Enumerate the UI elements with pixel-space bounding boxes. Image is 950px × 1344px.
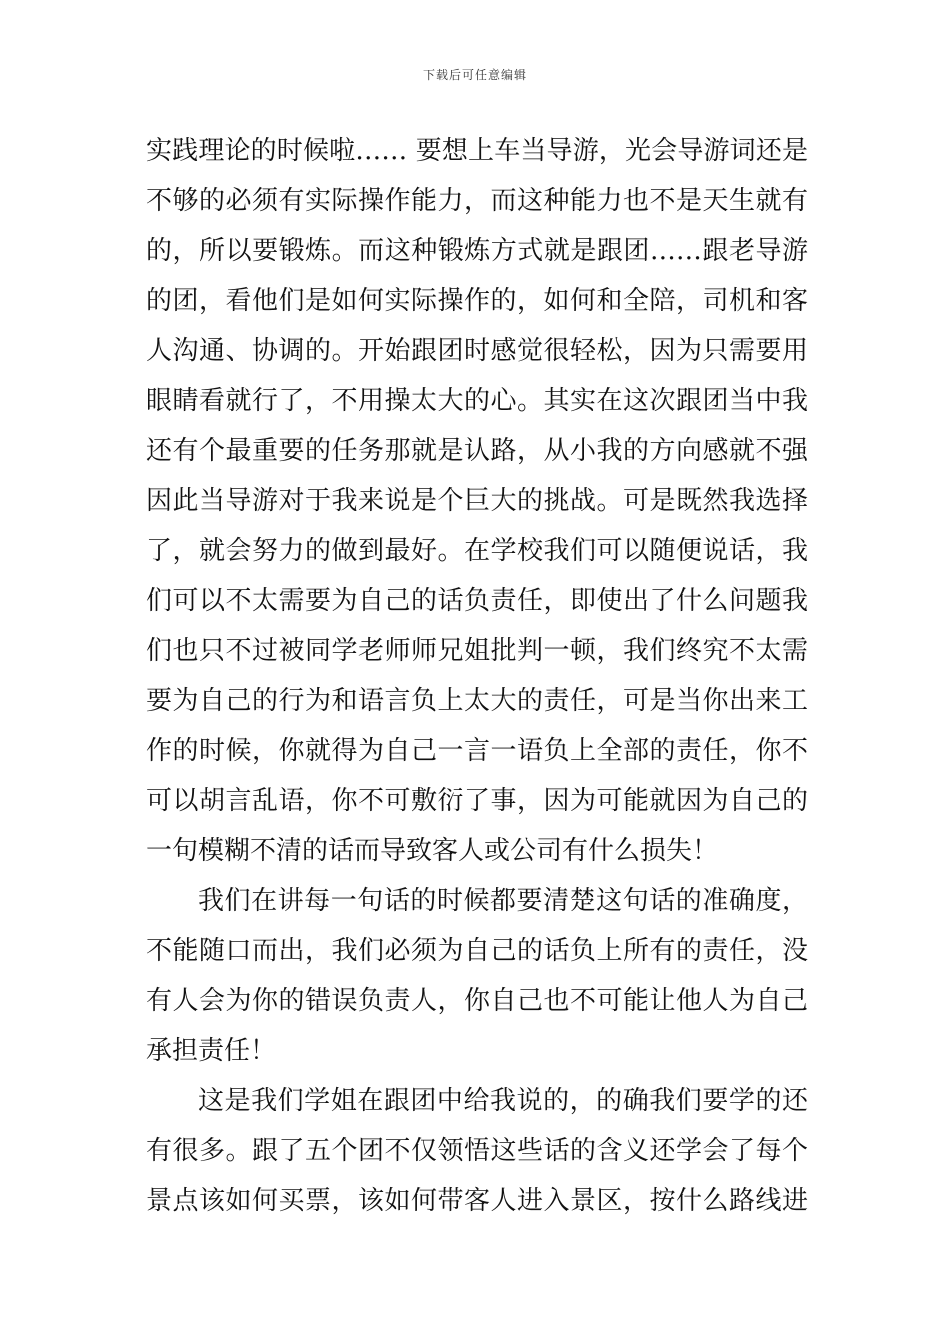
text-line: 要为自己的行为和语言负上太大的责任，可是当你出来工 (146, 686, 808, 716)
text-line: 人沟通、协调的。开始跟团时感觉很轻松，因为只需要用 (146, 336, 808, 366)
paragraph (146, 1076, 808, 1226)
text-line: 一句模糊不清的话而导致客人或公司有什么损失！ (146, 836, 719, 866)
text-line: 我们在讲每一句话的时候都要清楚这句话的准确度， (198, 886, 808, 916)
text-line: 们可以不太需要为自己的话负责任，即使出了什么问题我 (146, 586, 808, 616)
text-line: 这是我们学姐在跟团中给我说的，的确我们要学的还 (198, 1086, 808, 1116)
document-body (146, 126, 808, 1226)
paragraph (146, 876, 808, 1076)
text-line: 景点该如何买票，该如何带客人进入景区，按什么路线进 (146, 1186, 808, 1216)
text-line: 不能随口而出，我们必须为自己的话负上所有的责任，没 (146, 936, 808, 966)
text-line: 作的时候，你就得为自己一言一语负上全部的责任，你不 (146, 736, 808, 766)
text-line: 们也只不过被同学老师师兄姐批判一顿，我们终究不太需 (146, 636, 808, 666)
text-line: 可以胡言乱语，你不可敷衍了事，因为可能就因为自己的 (146, 786, 808, 816)
header-note: 下载后可任意编辑 (422, 68, 527, 82)
text-line: 眼睛看就行了，不用操太大的心。其实在这次跟团当中我 (146, 386, 808, 416)
text-line: 因此当导游对于我来说是个巨大的挑战。可是既然我选择 (146, 486, 808, 516)
text-line: 实践理论的时候啦…… 要想上车当导游，光会导游词还是 (146, 136, 808, 166)
paragraph (146, 126, 808, 876)
text-line: 有很多。跟了五个团不仅领悟这些话的含义还学会了每个 (146, 1136, 808, 1166)
text-line: 承担责任！ (146, 1036, 277, 1066)
text-line: 有人会为你的错误负责人，你自己也不可能让他人为自己 (146, 986, 808, 1016)
text-line: 了，就会努力的做到最好。在学校我们可以随便说话，我 (146, 536, 808, 566)
text-line: 不够的必须有实际操作能力，而这种能力也不是天生就有 (146, 186, 808, 216)
text-line: 的团，看他们是如何实际操作的，如何和全陪，司机和客 (146, 286, 808, 316)
text-line: 的，所以要锻炼。而这种锻炼方式就是跟团……跟老导游 (146, 236, 808, 266)
text-line: 还有个最重要的任务那就是认路，从小我的方向感就不强 (146, 436, 808, 466)
